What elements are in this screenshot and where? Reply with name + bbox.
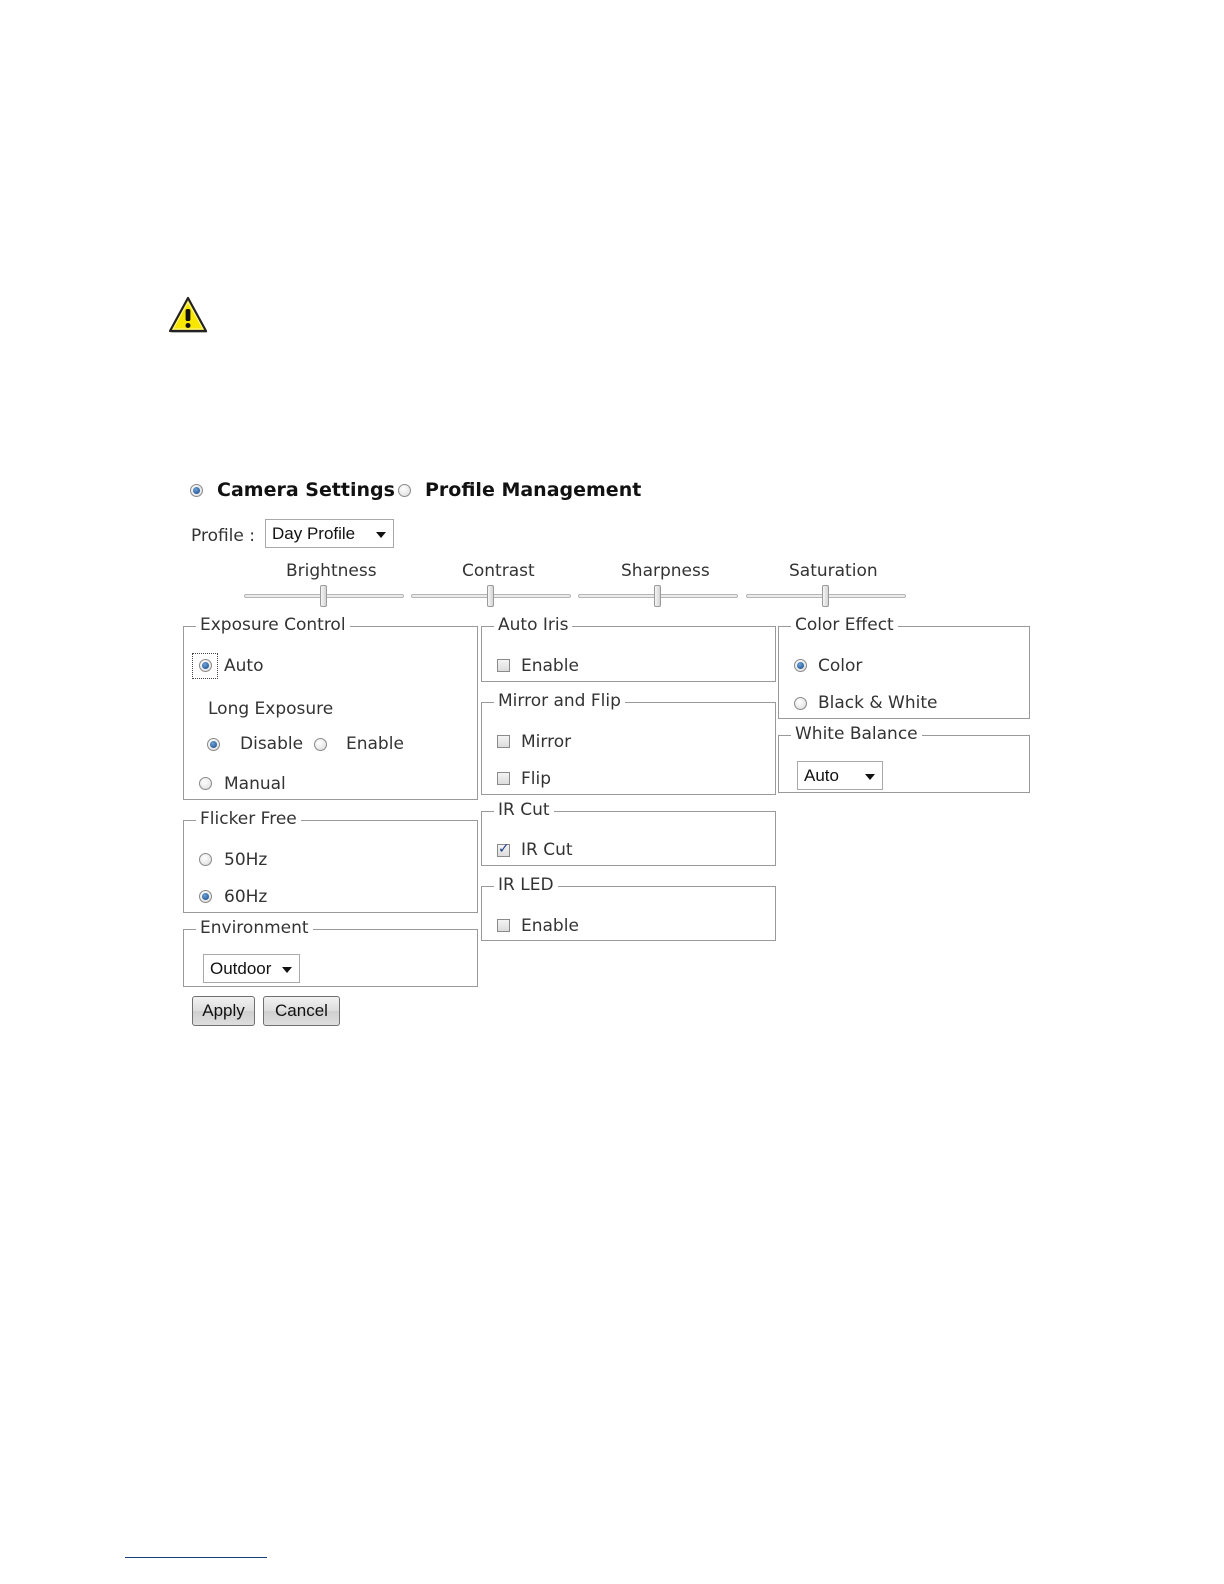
ir-led-enable-label[interactable]: Enable xyxy=(521,916,579,936)
warning-icon xyxy=(168,295,208,335)
ir-cut-label[interactable]: IR Cut xyxy=(521,840,573,860)
color-effect-legend: Color Effect xyxy=(791,615,898,635)
profile-select[interactable] xyxy=(265,519,394,548)
flip-label[interactable]: Flip xyxy=(521,769,552,789)
mirror-flip-legend: Mirror and Flip xyxy=(494,691,625,711)
ir-cut-legend: IR Cut xyxy=(494,800,554,820)
cancel-button[interactable]: Cancel xyxy=(263,996,340,1026)
brightness-slider-handle[interactable] xyxy=(320,585,327,607)
auto-iris-enable-label[interactable]: Enable xyxy=(521,656,579,676)
footnote-separator xyxy=(125,1557,267,1558)
color-label[interactable]: Color xyxy=(818,656,863,676)
environment-select-value: Outdoor xyxy=(210,959,272,978)
camera-settings-radio[interactable] xyxy=(190,484,203,497)
sharpness-slider-handle[interactable] xyxy=(654,585,661,607)
black-white-radio[interactable] xyxy=(794,697,807,710)
environment-legend: Environment xyxy=(196,918,313,938)
color-radio[interactable] xyxy=(794,659,807,672)
exposure-auto-radio[interactable] xyxy=(199,659,212,672)
flip-checkbox[interactable] xyxy=(497,772,510,785)
flicker-60hz-radio[interactable] xyxy=(199,890,212,903)
ir-led-legend: IR LED xyxy=(494,875,558,895)
apply-button[interactable]: Apply xyxy=(192,996,255,1026)
black-white-label[interactable]: Black & White xyxy=(818,693,938,713)
flicker-60hz-label[interactable]: 60Hz xyxy=(224,887,268,907)
long-exposure-disable-radio[interactable] xyxy=(207,738,220,751)
mirror-checkbox[interactable] xyxy=(497,735,510,748)
exposure-manual-radio[interactable] xyxy=(199,777,212,790)
environment-select[interactable] xyxy=(203,954,300,983)
auto-iris-enable-checkbox[interactable] xyxy=(497,659,510,672)
profile-management-label[interactable]: Profile Management xyxy=(425,479,642,501)
contrast-label: Contrast xyxy=(462,561,535,581)
contrast-slider-handle[interactable] xyxy=(487,585,494,607)
saturation-label: Saturation xyxy=(789,561,878,581)
long-exposure-label: Long Exposure xyxy=(208,699,334,719)
chevron-down-icon xyxy=(865,774,875,780)
long-exposure-enable-label[interactable]: Enable xyxy=(346,734,404,754)
white-balance-select-value: Auto xyxy=(804,766,839,785)
ir-led-enable-checkbox[interactable] xyxy=(497,919,510,932)
flicker-50hz-label[interactable]: 50Hz xyxy=(224,850,268,870)
auto-iris-legend: Auto Iris xyxy=(494,615,572,635)
long-exposure-enable-radio[interactable] xyxy=(314,738,327,751)
white-balance-legend: White Balance xyxy=(791,724,922,744)
saturation-slider-handle[interactable] xyxy=(822,585,829,607)
exposure-control-legend: Exposure Control xyxy=(196,615,350,635)
mirror-label[interactable]: Mirror xyxy=(521,732,572,752)
chevron-down-icon xyxy=(282,967,292,973)
flicker-50hz-radio[interactable] xyxy=(199,853,212,866)
profile-label: Profile : xyxy=(191,526,255,546)
exposure-manual-label[interactable]: Manual xyxy=(224,774,286,794)
camera-settings-label[interactable]: Camera Settings xyxy=(217,479,395,501)
profile-select-value: Day Profile xyxy=(272,524,356,543)
profile-management-radio[interactable] xyxy=(398,484,411,497)
exposure-auto-label[interactable]: Auto xyxy=(224,656,264,676)
flicker-free-legend: Flicker Free xyxy=(196,809,301,829)
sharpness-label: Sharpness xyxy=(621,561,710,581)
white-balance-select[interactable] xyxy=(797,761,883,790)
ir-cut-checkbox[interactable] xyxy=(497,844,510,857)
brightness-label: Brightness xyxy=(286,561,377,581)
chevron-down-icon xyxy=(376,532,386,538)
long-exposure-disable-label[interactable]: Disable xyxy=(240,734,304,754)
